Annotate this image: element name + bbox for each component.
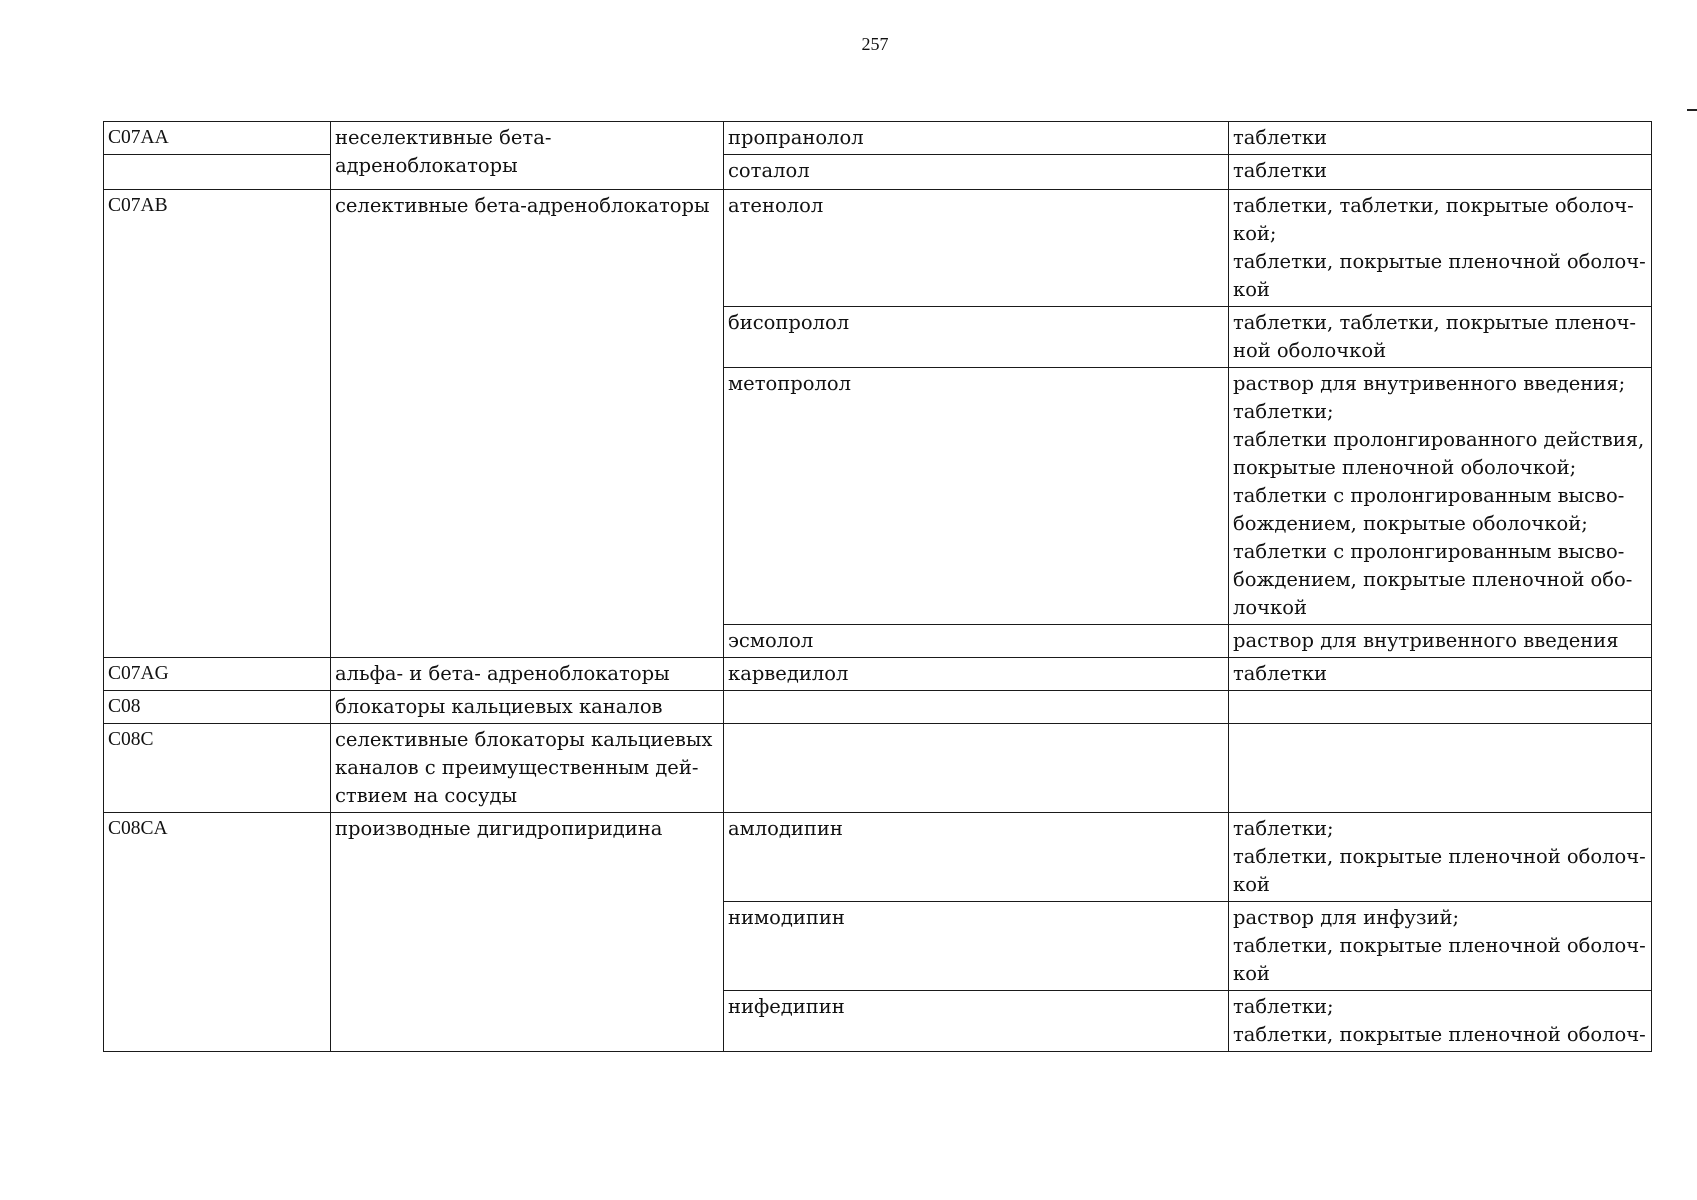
- atc-code: C07AB: [104, 190, 331, 658]
- drug-name: метопролол: [724, 368, 1229, 625]
- group-line: неселективные бета-адреноблокаторы: [335, 126, 552, 177]
- drug-name: пропранолол: [724, 122, 1229, 155]
- atc-code: C07AG: [104, 658, 331, 691]
- group-line: селективные блокаторы кальциевых: [335, 728, 713, 751]
- form-line: таблетки, таблетки, покрытые оболоч-: [1233, 194, 1634, 217]
- drug-name: карведилол: [724, 658, 1229, 691]
- form-line: таблетки, покрытые пленочной оболоч-: [1233, 845, 1646, 868]
- table-row: [104, 724, 1652, 813]
- form-line: таблетки, покрытые пленочной оболоч-: [1233, 934, 1646, 957]
- form-line: раствор для инфузий;: [1233, 906, 1460, 929]
- drug-name: эсмолол: [724, 625, 1229, 658]
- dosage-form: таблетки: [1229, 155, 1652, 190]
- dosage-form-empty: [1229, 724, 1652, 813]
- drug-name-empty: [724, 724, 1229, 813]
- dosage-form: [1229, 902, 1652, 991]
- atc-code: C08CA: [104, 813, 331, 1052]
- group-name: селективные бета-адреноблокаторы: [331, 190, 724, 658]
- dosage-form: раствор для внутривенного введения: [1229, 625, 1652, 658]
- form-line: таблетки с пролонгированным высво-: [1233, 540, 1625, 563]
- edge-mark: [1687, 109, 1697, 111]
- atc-code: C07AA: [104, 122, 331, 155]
- atc-code-empty: [104, 155, 331, 190]
- drug-name-empty: [724, 691, 1229, 724]
- drug-name: нифедипин: [724, 991, 1229, 1052]
- group-name: [331, 724, 724, 813]
- form-line: таблетки, таблетки, покрытые пленоч-: [1233, 311, 1637, 334]
- dosage-form: [1229, 190, 1652, 307]
- dosage-form: [1229, 307, 1652, 368]
- table-row: [104, 190, 1652, 307]
- table-row: [104, 691, 1652, 724]
- group-line: ствием на сосуды: [335, 784, 517, 807]
- form-line: кой: [1233, 962, 1270, 985]
- dosage-form: таблетки: [1229, 658, 1652, 691]
- form-line: таблетки;: [1233, 400, 1334, 423]
- form-line: лочкой: [1233, 596, 1307, 619]
- atc-code: C08: [104, 691, 331, 724]
- form-line: бождением, покрытые оболочкой;: [1233, 512, 1588, 535]
- dosage-form: [1229, 991, 1652, 1052]
- form-line: кой;: [1233, 222, 1277, 245]
- dosage-form: таблетки: [1229, 122, 1652, 155]
- dosage-form: [1229, 368, 1652, 625]
- group-name: производные дигидропиридина: [331, 813, 724, 1052]
- group-name: альфа- и бета- адреноблокаторы: [331, 658, 724, 691]
- form-line: раствор для внутривенного введения;: [1233, 372, 1626, 395]
- group-name: [331, 122, 724, 190]
- form-line: кой: [1233, 873, 1270, 896]
- drug-table: [103, 121, 1652, 1052]
- table-row: [104, 122, 1652, 155]
- table-row: [104, 813, 1652, 902]
- form-line: таблетки с пролонгированным высво-: [1233, 484, 1625, 507]
- drug-name: нимодипин: [724, 902, 1229, 991]
- form-line: бождением, покрытые пленочной обо-: [1233, 568, 1633, 591]
- dosage-form-empty: [1229, 691, 1652, 724]
- drug-name: амлодипин: [724, 813, 1229, 902]
- group-name: блокаторы кальциевых каналов: [331, 691, 724, 724]
- atc-code: C08C: [104, 724, 331, 813]
- drug-name: соталол: [724, 155, 1229, 190]
- form-line: кой: [1233, 278, 1270, 301]
- form-line: таблетки пролонгированного действия,: [1233, 428, 1645, 451]
- form-line: ной оболочкой: [1233, 339, 1387, 362]
- dosage-form: [1229, 813, 1652, 902]
- form-line: таблетки;: [1233, 995, 1334, 1018]
- drug-name: атенолол: [724, 190, 1229, 307]
- form-line: таблетки, покрытые пленочной оболоч-: [1233, 250, 1646, 273]
- group-line: каналов с преимущественным дей-: [335, 756, 699, 779]
- page-number: 257: [861, 34, 889, 54]
- form-line: покрытые пленочной оболочкой;: [1233, 456, 1577, 479]
- table-row: [104, 658, 1652, 691]
- form-line: таблетки, покрытые пленочной оболоч-: [1233, 1023, 1646, 1046]
- form-line: таблетки;: [1233, 817, 1334, 840]
- drug-name: бисопролол: [724, 307, 1229, 368]
